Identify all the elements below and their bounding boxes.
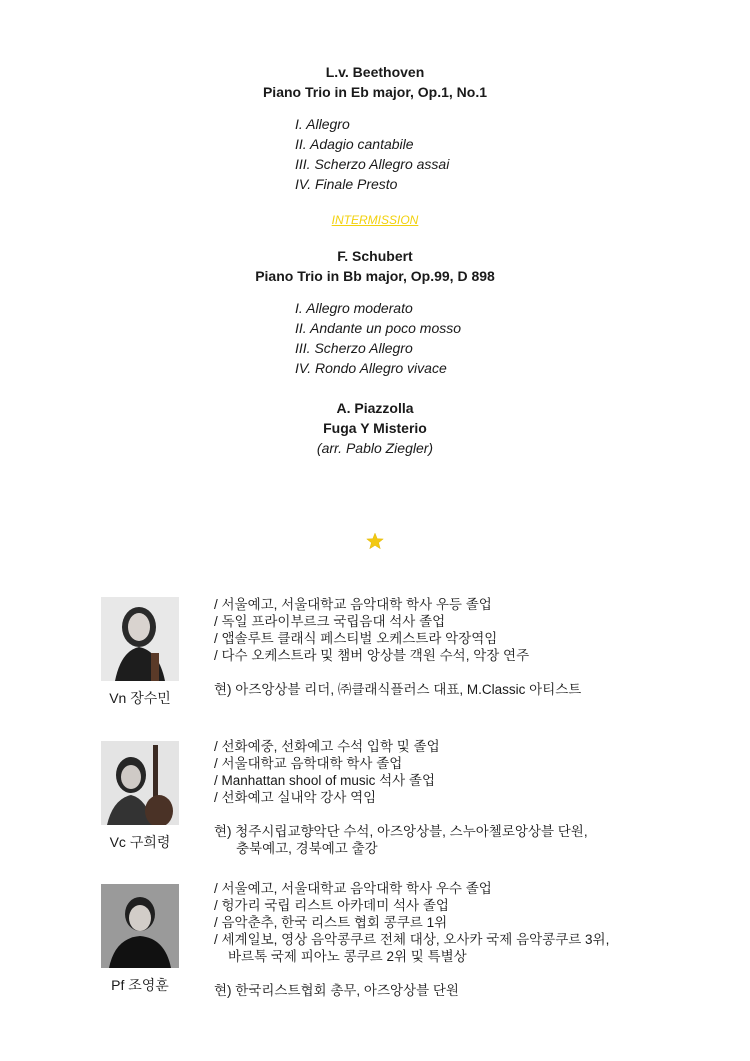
bio-line: / 앱솔루트 클래식 페스티벌 오케스트라 악장역임 xyxy=(214,631,498,646)
movement-list xyxy=(295,298,750,378)
program-piece-beethoven xyxy=(0,62,750,102)
program-piece-schubert xyxy=(0,246,750,286)
bio-line: / 세계일보, 영상 음악콩쿠르 전체 대상, 오사카 국제 음악콩쿠르 3위, xyxy=(214,932,610,947)
composer-name: F. Schubert xyxy=(337,248,413,264)
avatar xyxy=(101,741,179,825)
bio-line: / 서울예고, 서울대학교 음악대학 학사 우수 졸업 xyxy=(214,881,492,896)
bio-current: 현) 한국리스트협회 총무, 아즈앙상블 단원 xyxy=(214,983,459,998)
bio-line: 바르톡 국제 피아노 콩쿠르 2위 및 특별상 xyxy=(228,949,467,964)
performer-label: Pf 조영훈 xyxy=(111,977,169,993)
movement-item: III. Scherzo Allegro xyxy=(295,340,413,356)
avatar xyxy=(101,884,179,968)
performer-bio xyxy=(214,880,609,999)
movement-list xyxy=(295,114,750,194)
bio-current: 현) 청주시립교향악단 수석, 아즈앙상블, 스누아첼로앙상블 단원, xyxy=(214,824,588,839)
movement-item: II. Andante un poco mosso xyxy=(295,320,462,336)
movement-item: I. Allegro xyxy=(295,116,350,132)
bio-current: 현) 아즈앙상블 리더, ㈜클래식플러스 대표, M.Classic 아티스트 xyxy=(214,682,582,697)
performer-bio xyxy=(214,596,581,698)
movement-item: IV. Finale Presto xyxy=(295,176,398,192)
avatar xyxy=(101,597,179,681)
arrangement-credit: (arr. Pablo Ziegler) xyxy=(316,440,434,456)
bio-line: / 헝가리 국립 리스트 아카데미 석사 졸업 xyxy=(214,898,449,913)
star-icon xyxy=(366,532,384,550)
piece-title: Fuga Y Misterio xyxy=(323,420,427,436)
program-piece-piazzolla xyxy=(0,398,750,458)
concert-program xyxy=(0,62,750,458)
intermission-label: INTERMISSION xyxy=(331,213,419,227)
composer-name: A. Piazzolla xyxy=(336,400,414,416)
bio-line: / 서울예고, 서울대학교 음악대학 학사 우등 졸업 xyxy=(214,597,492,612)
piece-title: Piano Trio in Eb major, Op.1, No.1 xyxy=(262,84,488,100)
bio-current: 충북예고, 경북예고 출강 xyxy=(236,841,378,856)
bio-line: / 서울대학교 음학대학 학사 졸업 xyxy=(214,756,403,771)
movement-item: I. Allegro moderato xyxy=(295,300,413,316)
bio-line: / 선화예고 실내악 강사 역임 xyxy=(214,790,377,805)
piece-title: Piano Trio in Bb major, Op.99, D 898 xyxy=(255,268,495,284)
performer-label: Vc 구희령 xyxy=(109,834,171,850)
movement-item: IV. Rondo Allegro vivace xyxy=(295,360,447,376)
performer-bio xyxy=(214,738,588,857)
composer-name: L.v. Beethoven xyxy=(325,64,425,80)
bio-line: / 다수 오케스트라 및 챔버 앙상블 객원 수석, 악장 연주 xyxy=(214,648,530,663)
bio-line: / 선화예중, 선화예고 수석 입학 및 졸업 xyxy=(214,739,440,754)
movement-item: III. Scherzo Allegro assai xyxy=(295,156,450,172)
bio-line: / 독일 프라이부르크 국립음대 석사 졸업 xyxy=(214,614,446,629)
bio-line: / Manhattan shool of music 석사 졸업 xyxy=(214,773,435,788)
bio-line: / 음악춘추, 한국 리스트 협회 콩쿠르 1위 xyxy=(214,915,448,930)
movement-item: II. Adagio cantabile xyxy=(295,136,414,152)
performer-label: Vn 장수민 xyxy=(109,690,171,706)
